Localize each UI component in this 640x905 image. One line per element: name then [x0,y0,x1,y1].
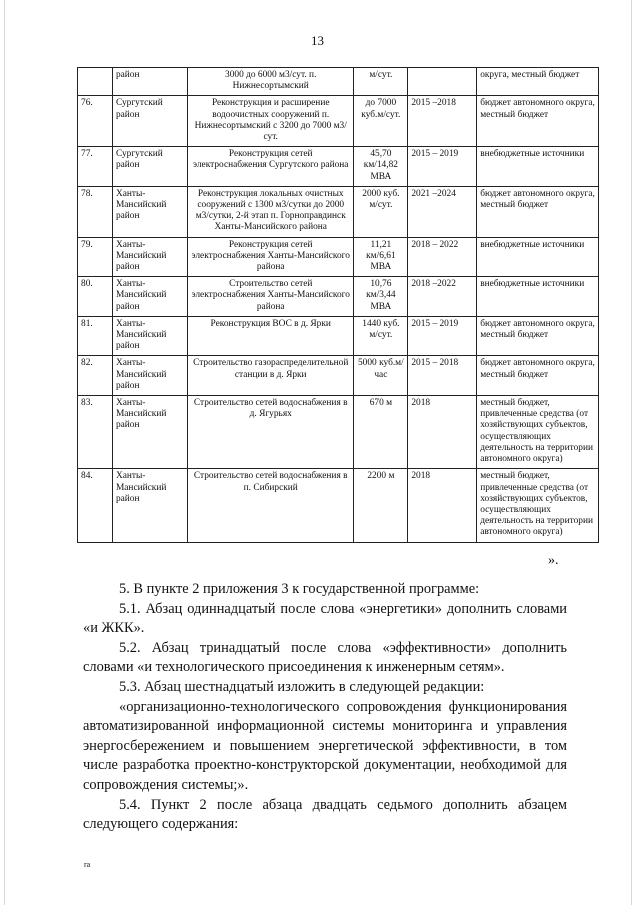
funding-source-cell: местный бюджет, привлеченные средства (от хозяйствующих субъектов, осуществляющих деятельность на территории автономного округа) [477,469,599,542]
capacity-cell: 1440 куб. м/сут. [354,316,408,356]
capacity-cell: 11,21 км/6,61 МВА [354,237,408,277]
row-number-cell [78,68,113,96]
quoted-paragraph: «организационно-технологического сопровождения функционирования автоматизированной информационной системы мониторинга и управления энергосбережением и повышением энергетической эффективности, в том числе разработка проектно-конструкторской документации, необходимой для сопровождения системы;». [83,698,567,793]
capacity-cell: 2200 м [354,469,408,542]
projects-table [77,67,599,543]
years-cell: 2021 –2024 [408,186,477,237]
years-cell: 2015 – 2019 [408,316,477,356]
scan-edge-left [4,0,5,905]
district-cell: Ханты-Мансийский район [112,277,187,317]
funding-source-cell: местный бюджет, привлеченные средства (от хозяйствующих субъектов, осуществляющих деятельность на территории автономного округа) [477,396,599,469]
row-number-cell: 83. [78,396,113,469]
work-description-cell: Строительство газораспределительной станции в д. Ярки [188,356,354,396]
paragraph-5-3: 5.3. Абзац шестнадцатый изложить в следующей редакции: [119,678,485,695]
work-description-cell: Строительство сетей водоснабжения в п. Сибирский [188,469,354,542]
row-number-cell: 76. [78,96,113,147]
capacity-cell: 5000 куб.м/ час [354,356,408,396]
scan-edge-right [631,0,632,905]
district-cell: район [112,68,187,96]
years-cell: 2015 –2018 [408,96,477,147]
paragraph-5: 5. В пункте 2 приложения 3 к государственной программе: [119,581,480,597]
years-cell: 2018 [408,469,477,542]
table-row [78,277,599,317]
table-row [78,469,599,542]
table-row [78,68,599,96]
funding-source-cell: бюджет автономного округа, местный бюджет [477,316,599,356]
years-cell: 2018 –2022 [408,277,477,317]
paragraph-5-2: 5.2. Абзац тринадцатый после слова «эффективности» дополнить словами «и технологического присоединения к инженерным сетям». [83,639,567,676]
table-row [78,237,599,277]
funding-source-cell: бюджет автономного округа, местный бюджет [477,96,599,147]
work-description-cell: Реконструкция ВОС в д. Ярки [188,316,354,356]
row-number-cell: 79. [78,237,113,277]
district-cell: Ханты-Мансийский район [112,316,187,356]
row-number-cell: 77. [78,147,113,187]
district-cell: Ханты-Мансийский район [112,237,187,277]
row-number-cell: 80. [78,277,113,317]
footer-mark: ra [84,860,91,869]
page-number: 13 [311,33,324,48]
years-cell [408,68,477,96]
district-cell: Сургутский район [112,147,187,187]
years-cell: 2015 – 2018 [408,356,477,396]
district-cell: Ханты-Мансийский район [112,356,187,396]
district-cell: Ханты-Мансийский район [112,186,187,237]
funding-source-cell: округа, местный бюджет [477,68,599,96]
district-cell: Ханты-Мансийский район [112,396,187,469]
paragraph-5-1: 5.1. Абзац одиннадцатый после слова «энергетики» дополнить словами «и ЖКК». [83,600,567,637]
capacity-cell: 2000 куб. м/сут. [354,186,408,237]
row-number-cell: 78. [78,186,113,237]
capacity-cell: 45,70 км/14,82 МВА [354,147,408,187]
paragraph-5-4: 5.4. Пункт 2 после абзаца двадцать седьмого дополнить абзацем следующего содержания: [83,796,567,833]
table-row [78,396,599,469]
work-description-cell: Строительство сетей водоснабжения в д. Ягурьях [188,396,354,469]
capacity-cell: 670 м [354,396,408,469]
work-description-cell: Реконструкция и расширение водоочистных сооружений п. Нижнесортымский с 3200 до 7000 м3/сут. [188,96,354,147]
amendments-text [83,580,567,835]
work-description-cell: Реконструкция сетей электроснабжения Сургутского района [188,147,354,187]
capacity-cell: 10,76 км/3,44 МВА [354,277,408,317]
years-cell: 2018 – 2022 [408,237,477,277]
funding-source-cell: бюджет автономного округа, местный бюджет [477,186,599,237]
years-cell: 2015 – 2019 [408,147,477,187]
row-number-cell: 84. [78,469,113,542]
work-description-cell: Реконструкция сетей электроснабжения Ханты-Мансийского района [188,237,354,277]
row-number-cell: 82. [78,356,113,396]
work-description-cell: 3000 до 6000 м3/сут. п. Нижнесортымский [188,68,354,96]
table-row [78,147,599,187]
table-row [78,316,599,356]
years-cell: 2018 [408,396,477,469]
row-number-cell: 81. [78,316,113,356]
table-row [78,96,599,147]
district-cell: Сургутский район [112,96,187,147]
capacity-cell: м/сут. [354,68,408,96]
table-row [78,356,599,396]
funding-source-cell: бюджет автономного округа, местный бюджет [477,356,599,396]
funding-source-cell: внебюджетные источники [477,147,599,187]
closing-quote: ». [548,553,559,568]
district-cell: Ханты-Мансийский район [112,469,187,542]
table-row [78,186,599,237]
work-description-cell: Строительство сетей электроснабжения Ханты-Мансийского района [188,277,354,317]
work-description-cell: Реконструкция локальных очистных сооружений с 1300 м3/сутки до 2000 м3/сутки, 2-й этап п. Горноправдинск Ханты-Мансийского района [188,186,354,237]
funding-source-cell: внебюджетные источники [477,237,599,277]
funding-source-cell: внебюджетные источники [477,277,599,317]
capacity-cell: до 7000 куб.м/сут. [354,96,408,147]
